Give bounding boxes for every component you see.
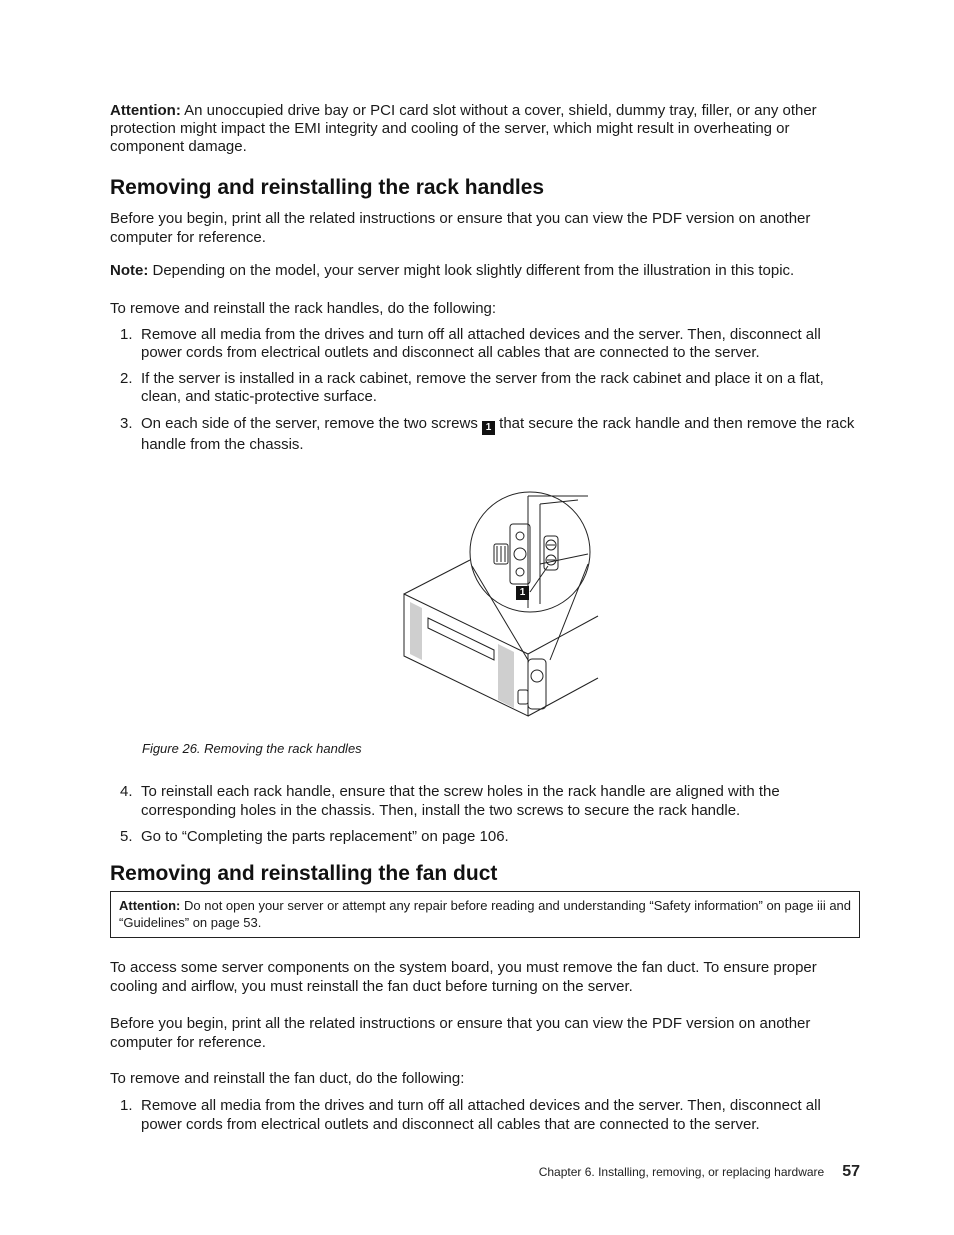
list-item [110,782,860,820]
callout-badge: 1 [482,421,495,435]
step-number: 4. [120,783,133,800]
note-text: Depending on the model, your server might look slightly different from the illustration in this topic. [152,262,795,279]
list-item [110,326,860,362]
step-text: If the server is installed in a rack cabinet, remove the server from the rack cabinet and place it on a flat, clean, and static-protective surface. [141,370,824,405]
attention-paragraph [110,102,860,156]
attention-box [110,891,860,938]
attention-label: Attention: [110,102,181,119]
attention-text: An unoccupied drive bay or PCI card slot without a cover, shield, dummy tray, filler, or any other protection might impact the EMI integrity and cooling of the server, which might result in overheating or component damage. [110,102,817,155]
step-number: 1. [120,1097,133,1114]
step-number: 2. [120,370,133,387]
figure-callout-badge: 1 [516,586,529,600]
step-text: Remove all media from the drives and turn off all attached devices and the server. Then, disconnect all power cords from electrical outlets and disconnect all cables that are connected to the server. [141,326,821,361]
attention-text: Do not open your server or attempt any repair before reading and understanding “Safety information” on page iii and “Guidelines” on page 53. [119,898,852,930]
step-text-after: that secure the rack handle and then remove the rack handle from the chassis. [141,415,855,453]
figure-rack-handles [110,454,860,756]
list-item [110,828,860,846]
list-item [110,370,860,406]
list-item [110,414,860,454]
steps-list [110,326,860,454]
step-text-before: On each side of the server, remove the two screws [141,415,478,432]
section-title-rack-handles: Removing and reinstalling the rack handles [110,176,545,199]
page-number: 57 [842,1163,860,1180]
page-content [110,102,860,1134]
fan-duct-steps-list [110,1096,860,1134]
fan-duct-intro: Before you begin, print all the related instructions or ensure that you can view the PDF version on another computer for reference. [110,1015,811,1051]
page-footer [539,1163,860,1181]
figure-caption: Figure 26. Removing the rack handles [142,741,362,756]
step-number: 5. [120,828,133,845]
attention-label: Attention: [119,898,181,913]
step-text: Go to “Completing the parts replacement” on page 106. [141,828,509,845]
note-paragraph [110,262,860,280]
section-title-fan-duct: Removing and reinstalling the fan duct [110,862,498,885]
rack-handle-illustration [110,454,860,750]
steps-list-continued [110,782,860,846]
procedure-lead: To remove and reinstall the rack handles, do the following: [110,300,497,317]
fan-duct-paragraph: To access some server components on the system board, you must remove the fan duct. To ensure proper cooling and airflow, you must reinstall the fan duct before turning on the server. [110,959,817,995]
note-label: Note: [110,262,149,279]
list-item [110,1096,860,1134]
step-text: To reinstall each rack handle, ensure that the screw holes in the rack handle are aligned with the corresponding holes in the chassis. Then, install the two screws to secure the rack handle. [141,783,780,819]
footer-chapter: Chapter 6. Installing, removing, or replacing hardware [538,1165,825,1179]
intro-paragraph: Before you begin, print all the related instructions or ensure that you can view the PDF version on another computer for reference. [110,210,811,246]
step-number: 3. [120,415,133,432]
fan-duct-lead: To remove and reinstall the fan duct, do the following: [110,1070,465,1087]
step-number: 1. [120,326,133,343]
step-text: Remove all media from the drives and turn off all attached devices and the server. Then, disconnect all power cords from electrical outlets and disconnect all cables that are connected to the server. [141,1097,821,1133]
